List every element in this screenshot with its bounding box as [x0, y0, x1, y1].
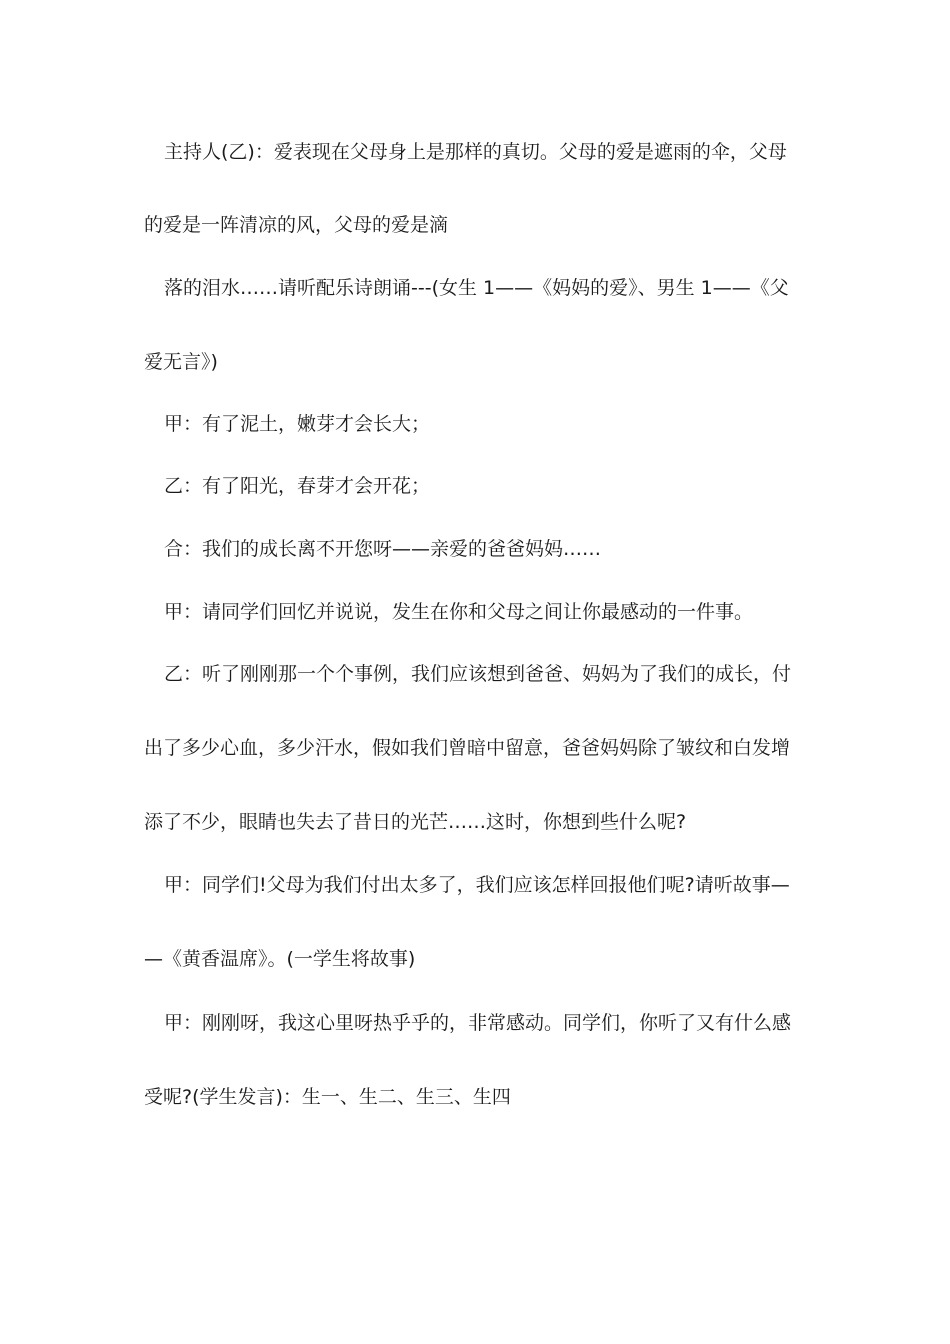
- paragraph-line: 甲：请同学们回忆并说说，发生在你和父母之间让你最感动的一件事。: [164, 601, 754, 623]
- paragraph-line: 主持人(乙)：爱表现在父母身上是那样的真切。父母的爱是遮雨的伞，父母: [164, 141, 787, 163]
- paragraph-line: 乙：听了刚刚那一个个事例，我们应该想到爸爸、妈妈为了我们的成长，付: [164, 663, 792, 685]
- paragraph-line: 爱无言》): [144, 351, 218, 373]
- paragraph-line: 出了多少心血，多少汗水，假如我们曾暗中留意，爸爸妈妈除了皱纹和白发增: [144, 737, 791, 759]
- paragraph-line: 甲：有了泥土，嫩芽才会长大；: [164, 413, 431, 435]
- paragraph-line: 的爱是一阵清凉的风，父母的爱是滴: [144, 214, 449, 236]
- paragraph-line: 甲：刚刚呀，我这心里呀热乎乎的，非常感动。同学们，你听了又有什么感: [164, 1012, 792, 1034]
- paragraph-line: 受呢?(学生发言)：生一、生二、生三、生四: [144, 1086, 511, 1108]
- paragraph-line: 合：我们的成长离不开您呀——亲爱的爸爸妈妈……: [164, 538, 602, 560]
- paragraph-line: —《黄香温席》。(一学生将故事): [144, 948, 416, 970]
- paragraph-line: 乙：有了阳光，春芽才会开花；: [164, 475, 431, 497]
- paragraph-line: 添了不少，眼睛也失去了昔日的光芒……这时，你想到些什么呢?: [144, 811, 687, 833]
- paragraph-line: 落的泪水……请听配乐诗朗诵---(女生 1——《妈妈的爱》、男生 1——《父: [164, 277, 789, 299]
- paragraph-line: 甲：同学们!父母为我们付出太多了，我们应该怎样回报他们呢?请听故事—: [164, 874, 790, 896]
